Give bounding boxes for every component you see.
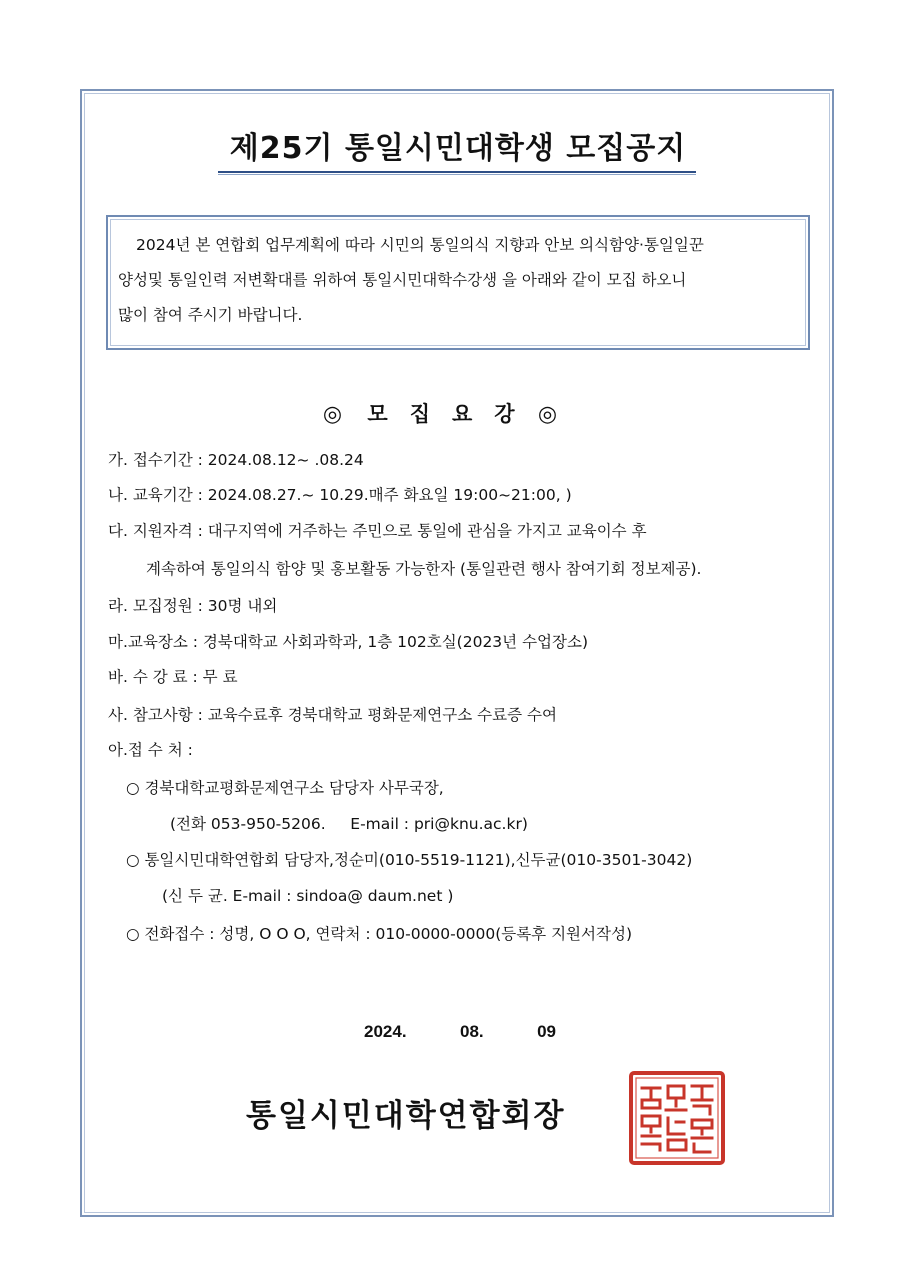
organization-name: 통일시민대학연합회장 (246, 1098, 566, 1134)
intro-text (118, 228, 802, 333)
issue-date: 2024. 08. 09 (364, 1022, 556, 1041)
double-circle-icon: ◎ (537, 402, 558, 427)
official-seal-icon (628, 1070, 726, 1166)
contact-institute-detail: (전화 053-950-5206. E-mail : pri@knu.ac.kr) (170, 815, 528, 833)
item-notes: 사. 참고사항 : 교육수료후 경북대학교 평화문제연구소 수료증 수여 (108, 706, 557, 724)
title-underline (218, 171, 696, 175)
item-qualification-continued: 계속하여 통일의식 함양 및 홍보활동 가능한자 (통일관련 행사 참여기회 정보제공). (146, 560, 702, 578)
section-heading-text: 모집요강 (367, 402, 537, 426)
item-education-period: 나. 교육기간 : 2024.08.27.~ 10.29.매주 화요일 19:00~21:00, ) (108, 486, 572, 504)
item-reception: 아.접 수 처 : (108, 741, 193, 759)
item-venue: 마.교육장소 : 경북대학교 사회과학과, 1층 102호실(2023년 수업장소) (108, 633, 589, 651)
page-title: 제25기 통일시민대학생 모집공지 (229, 131, 687, 166)
item-tuition: 바. 수 강 료 : 무 료 (108, 668, 238, 686)
section-heading (300, 397, 580, 431)
item-qualification: 다. 지원자격 : 대구지역에 거주하는 주민으로 통일에 관심을 가지고 교육이수 후 (108, 522, 647, 540)
item-recruit-number: 라. 모집정원 : 30명 내외 (108, 597, 278, 615)
contact-phone: ○ 전화접수 : 성명, O O O, 연락처 : 010-0000-0000(등록후 지원서작성) (126, 925, 632, 943)
contact-institute: ○ 경북대학교평화문제연구소 담당자 사무국장, (126, 779, 444, 797)
contact-federation: ○ 통일시민대학연합회 담당자,정순미(010-5519-1121),신두균(010-3501-3042) (126, 851, 693, 869)
item-application-period: 가. 접수기간 : 2024.08.12~ .08.24 (108, 451, 364, 469)
intro-line-2: 양성및 통일인력 저변확대를 위하여 통일시민대학수강생 을 아래와 같이 모집 하오니 (118, 271, 687, 289)
intro-line-3: 많이 참여 주시기 바랍니다. (118, 306, 303, 324)
intro-line-1: 2024년 본 연합회 업무계획에 따라 시민의 통일의식 지향과 안보 의식함양·통일일꾼 (136, 236, 704, 254)
double-circle-icon: ◎ (322, 402, 343, 427)
contact-federation-email: (신 두 균. E-mail : sindoa@ daum.net ) (162, 887, 454, 905)
